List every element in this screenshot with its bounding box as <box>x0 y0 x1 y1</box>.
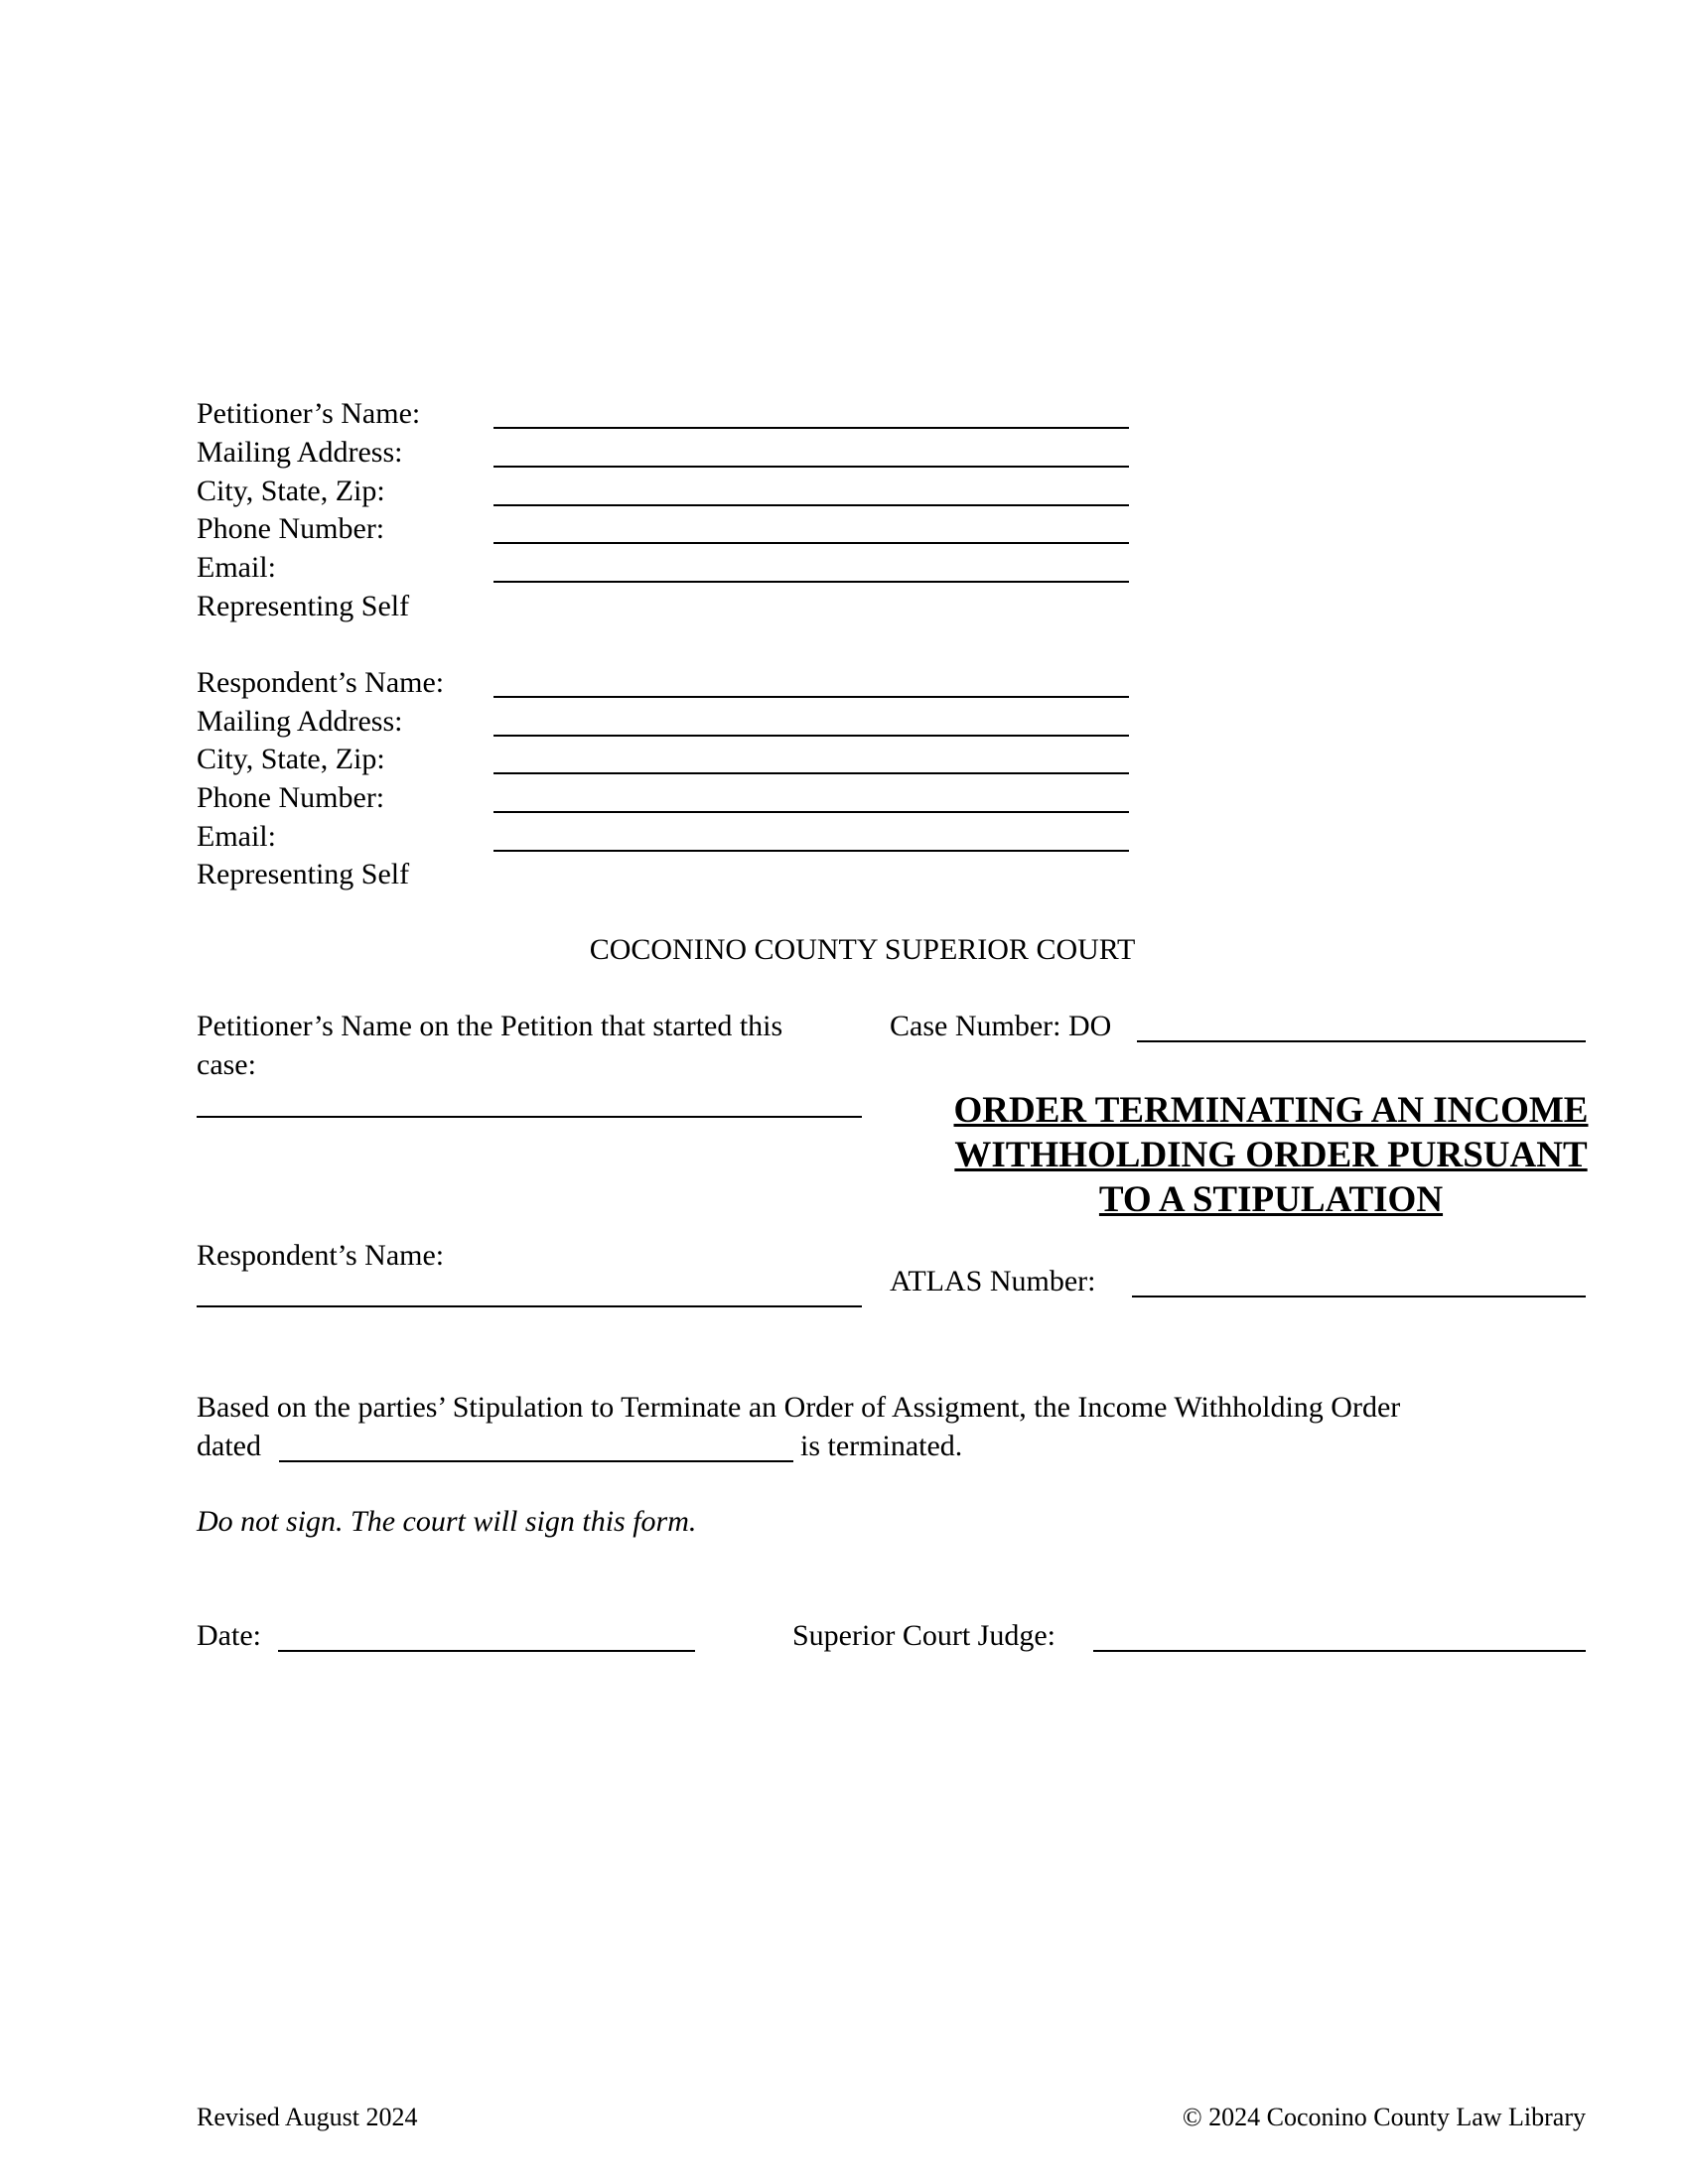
respondent-address-field[interactable] <box>493 735 1129 737</box>
petitioner-city-field[interactable] <box>493 504 1129 506</box>
petitioner-city-label: City, State, Zip: <box>197 475 385 507</box>
respondent-representing-self: Representing Self <box>197 858 410 890</box>
petitioner-email-field[interactable] <box>493 581 1129 583</box>
caption-respondent-label: Respondent’s Name: <box>197 1239 445 1272</box>
petitioner-phone-label: Phone Number: <box>197 512 385 545</box>
petitioner-representing-self: Representing Self <box>197 590 410 622</box>
judge-signature-field[interactable] <box>1093 1650 1586 1652</box>
case-number-label: Case Number: DO <box>890 1010 1112 1042</box>
caption-petitioner-label-line1: Petitioner’s Name on the Petition that started this <box>197 1010 783 1042</box>
form-title-line2: WITHHOLDING ORDER PURSUANT <box>954 1135 1588 1175</box>
petitioner-email-label: Email: <box>197 551 276 584</box>
footer-revised: Revised August 2024 <box>197 2103 418 2131</box>
respondent-name-field[interactable] <box>493 696 1129 698</box>
respondent-email-field[interactable] <box>493 850 1129 852</box>
petitioner-name-label: Petitioner’s Name: <box>197 397 421 430</box>
atlas-number-label: ATLAS Number: <box>890 1265 1096 1297</box>
judge-label: Superior Court Judge: <box>792 1619 1055 1652</box>
form-title-line1: ORDER TERMINATING AN INCOME <box>953 1090 1589 1131</box>
respondent-phone-label: Phone Number: <box>197 781 385 814</box>
respondent-name-label: Respondent’s Name: <box>197 666 445 699</box>
court-name: COCONINO COUNTY SUPERIOR COURT <box>589 933 1136 966</box>
atlas-number-field[interactable] <box>1132 1296 1586 1297</box>
caption-petitioner-name-field[interactable] <box>197 1116 862 1118</box>
caption-petitioner-label-line2: case: <box>197 1048 256 1081</box>
respondent-phone-field[interactable] <box>493 811 1129 813</box>
caption-respondent-name-field[interactable] <box>197 1305 862 1307</box>
footer-copyright: © 2024 Coconino County Law Library <box>1182 2103 1586 2131</box>
respondent-city-label: City, State, Zip: <box>197 743 385 775</box>
respondent-email-label: Email: <box>197 820 276 853</box>
order-terminated-text: is terminated. <box>800 1430 963 1462</box>
petitioner-address-label: Mailing Address: <box>197 436 403 469</box>
petitioner-phone-field[interactable] <box>493 542 1129 544</box>
signature-date-field[interactable] <box>278 1650 695 1652</box>
petitioner-address-field[interactable] <box>493 466 1129 468</box>
respondent-address-label: Mailing Address: <box>197 705 403 738</box>
signature-instruction: Do not sign. The court will sign this form. <box>197 1505 697 1538</box>
order-dated-label: dated <box>197 1430 261 1462</box>
form-title-line3: TO A STIPULATION <box>1098 1179 1444 1220</box>
respondent-city-field[interactable] <box>493 772 1129 774</box>
order-date-field[interactable] <box>279 1460 793 1462</box>
signature-date-label: Date: <box>197 1619 261 1652</box>
order-body-line1: Based on the parties’ Stipulation to Terminate an Order of Assigment, the Income Withholding Order <box>197 1391 1401 1424</box>
petitioner-name-field[interactable] <box>493 427 1129 429</box>
case-number-field[interactable] <box>1137 1040 1586 1042</box>
